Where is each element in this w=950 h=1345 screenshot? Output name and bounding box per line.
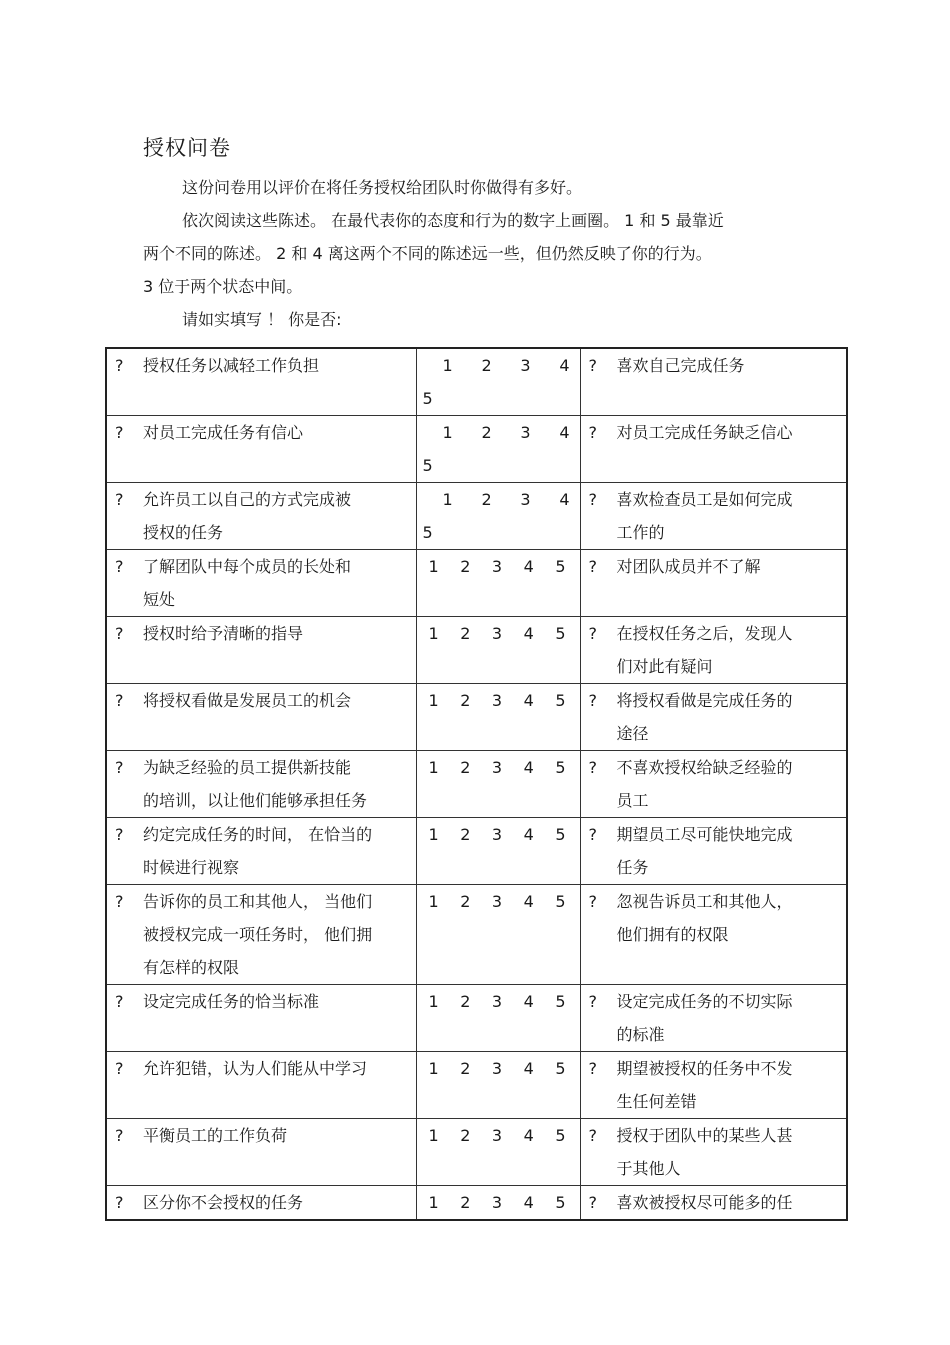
bullet-marker: ? [115, 1193, 124, 1212]
left-statement-cell [106, 885, 416, 985]
rating-option-2[interactable]: 2 [481, 423, 492, 442]
right-statement: 期望被授权的任务中不发 生任何差错 [616, 1059, 793, 1111]
rating-option-5[interactable]: 5 [555, 892, 566, 911]
rating-option-5[interactable]: 5 [555, 557, 566, 576]
rating-cell [416, 885, 580, 985]
rating-option-4[interactable]: 4 [523, 825, 534, 844]
instruction-line-3: 3 位于两个状态中间。 [143, 277, 303, 296]
questionnaire-table [105, 347, 848, 1221]
left-statement: 将授权看做是发展员工的机会 [143, 691, 352, 710]
table-row [106, 684, 847, 751]
rating-option-4[interactable]: 4 [559, 356, 570, 375]
table-row [106, 348, 847, 416]
left-statement-cell [106, 985, 416, 1052]
right-statement: 不喜欢授权给缺乏经验的 员工 [616, 758, 793, 810]
table-row [106, 617, 847, 684]
rating-option-3[interactable]: 3 [491, 1193, 503, 1212]
rating-option-3[interactable]: 3 [491, 1059, 503, 1078]
right-statement-cell [580, 550, 847, 617]
rating-option-1[interactable]: 1 [428, 1193, 439, 1212]
bullet-marker: ? [115, 1059, 124, 1078]
bullet-marker: ? [115, 356, 124, 375]
rating-cell [416, 348, 580, 416]
rating-option-2[interactable]: 2 [460, 691, 471, 710]
rating-option-3[interactable]: 3 [491, 992, 503, 1011]
rating-option-3[interactable]: 3 [491, 825, 503, 844]
left-statement: 告诉你的员工和其他人， 当他们 被授权完成一项任务时， 他们拥 有怎样的权限 [143, 892, 373, 977]
left-statement-cell [106, 1119, 416, 1186]
right-statement-cell [580, 885, 847, 985]
right-statement-cell [580, 684, 847, 751]
bullet-marker: ? [588, 624, 597, 643]
rating-option-2[interactable]: 2 [460, 1193, 471, 1212]
rating-option-2[interactable]: 2 [460, 892, 471, 911]
bullet-marker: ? [115, 825, 124, 844]
rating-cell [416, 617, 580, 684]
rating-option-2[interactable]: 2 [460, 557, 471, 576]
bullet-marker: ? [588, 691, 597, 710]
rating-option-5[interactable]: 5 [422, 456, 433, 475]
bullet-marker: ? [588, 758, 597, 777]
rating-option-3[interactable]: 3 [520, 356, 531, 375]
rating-option-2[interactable]: 2 [460, 1126, 471, 1145]
rating-option-1[interactable]: 1 [442, 356, 453, 375]
right-statement: 期望员工尽可能快地完成 任务 [616, 825, 793, 877]
right-statement: 对团队成员并不了解 [616, 557, 761, 576]
left-statement-cell [106, 416, 416, 483]
left-statement: 对员工完成任务有信心 [143, 423, 304, 442]
right-statement-cell [580, 751, 847, 818]
rating-option-2[interactable]: 2 [460, 1059, 471, 1078]
rating-option-2[interactable]: 2 [460, 758, 471, 777]
rating-cell [416, 1186, 580, 1221]
right-statement: 喜欢自己完成任务 [616, 356, 745, 375]
table-row [106, 818, 847, 885]
rating-option-1[interactable]: 1 [428, 1126, 439, 1145]
page-title: 授权问卷 [143, 136, 231, 160]
right-statement: 对员工完成任务缺乏信心 [616, 423, 793, 442]
rating-option-5[interactable]: 5 [555, 1126, 566, 1145]
table-row [106, 550, 847, 617]
left-statement: 设定完成任务的恰当标准 [143, 992, 320, 1011]
rating-option-2[interactable]: 2 [481, 490, 492, 509]
bullet-marker: ? [588, 1126, 597, 1145]
bullet-marker: ? [588, 825, 597, 844]
rating-cell [416, 1052, 580, 1119]
left-statement-cell [106, 1052, 416, 1119]
table-row [106, 416, 847, 483]
rating-option-5[interactable]: 5 [555, 1059, 566, 1078]
rating-option-3[interactable]: 3 [491, 624, 503, 643]
right-statement-cell [580, 416, 847, 483]
left-statement-cell [106, 550, 416, 617]
bullet-marker: ? [115, 624, 124, 643]
rating-option-5[interactable]: 5 [555, 1193, 566, 1212]
rating-cell [416, 818, 580, 885]
bullet-marker: ? [588, 992, 597, 1011]
bullet-marker: ? [115, 423, 124, 442]
right-statement-cell [580, 1119, 847, 1186]
right-statement: 将授权看做是完成任务的 途径 [616, 691, 793, 743]
left-statement: 约定完成任务的时间， 在恰当的 时候进行视察 [143, 825, 373, 877]
rating-option-2[interactable]: 2 [460, 992, 471, 1011]
rating-cell [416, 985, 580, 1052]
bullet-marker: ? [115, 1126, 124, 1145]
table-row [106, 1052, 847, 1119]
left-statement: 了解团队中每个成员的长处和 短处 [143, 557, 352, 609]
bullet-marker: ? [588, 557, 597, 576]
instruction-line-1: 依次阅读这些陈述。 在最代表你的态度和行为的数字上画圈。 1 和 5 最靠近 [182, 211, 724, 230]
table-row [106, 885, 847, 985]
rating-option-1[interactable]: 1 [428, 892, 439, 911]
right-statement-cell [580, 1186, 847, 1221]
left-statement-cell [106, 818, 416, 885]
rating-option-3[interactable]: 3 [491, 691, 503, 710]
right-statement: 喜欢被授权尽可能多的任 [616, 1193, 793, 1212]
rating-cell [416, 416, 580, 483]
right-statement-cell [580, 617, 847, 684]
table-row [106, 483, 847, 550]
bullet-marker: ? [588, 1193, 597, 1212]
rating-option-1[interactable]: 1 [428, 557, 439, 576]
right-statement-cell [580, 818, 847, 885]
rating-option-2[interactable]: 2 [481, 356, 492, 375]
table-row [106, 1186, 847, 1221]
rating-option-1[interactable]: 1 [428, 624, 439, 643]
bullet-marker: ? [588, 423, 597, 442]
rating-option-5[interactable]: 5 [555, 691, 566, 710]
left-statement: 允许员工以自己的方式完成被 授权的任务 [143, 490, 352, 542]
rating-option-3[interactable]: 3 [491, 1126, 503, 1145]
bullet-marker: ? [588, 490, 597, 509]
bullet-marker: ? [115, 758, 124, 777]
rating-option-5[interactable]: 5 [555, 992, 566, 1011]
rating-option-4[interactable]: 4 [523, 758, 534, 777]
rating-option-4[interactable]: 4 [523, 691, 534, 710]
left-statement: 授权任务以减轻工作负担 [143, 356, 320, 375]
left-statement-cell [106, 348, 416, 416]
rating-option-5[interactable]: 5 [422, 523, 433, 542]
left-statement-cell [106, 751, 416, 818]
left-statement: 为缺乏经验的员工提供新技能 的培训，以让他们能够承担任务 [143, 758, 368, 810]
right-statement: 忽视告诉员工和其他人， 他们拥有的权限 [616, 892, 793, 944]
left-statement-cell [106, 1186, 416, 1221]
rating-option-4[interactable]: 4 [523, 1126, 534, 1145]
left-statement: 平衡员工的工作负荷 [143, 1126, 288, 1145]
rating-option-1[interactable]: 1 [428, 1059, 439, 1078]
right-statement-cell [580, 483, 847, 550]
rating-option-1[interactable]: 1 [442, 490, 453, 509]
rating-cell [416, 751, 580, 818]
bullet-marker: ? [115, 892, 124, 911]
left-statement: 允许犯错，认为人们能从中学习 [143, 1059, 368, 1078]
intro-paragraph: 这份问卷用以评价在将任务授权给团队时你做得有多好。 [182, 178, 583, 197]
rating-option-4[interactable]: 4 [523, 1059, 534, 1078]
right-statement: 在授权任务之后，发现人 们对此有疑问 [616, 624, 793, 676]
rating-option-5[interactable]: 5 [555, 624, 566, 643]
rating-option-5[interactable]: 5 [422, 389, 433, 408]
rating-option-5[interactable]: 5 [555, 758, 566, 777]
rating-option-2[interactable]: 2 [460, 825, 471, 844]
left-statement: 授权时给予清晰的指导 [143, 624, 304, 643]
left-statement: 区分你不会授权的任务 [143, 1193, 304, 1212]
bullet-marker: ? [115, 557, 124, 576]
rating-cell [416, 550, 580, 617]
rating-option-3[interactable]: 3 [520, 490, 531, 509]
rating-option-4[interactable]: 4 [559, 423, 570, 442]
left-statement-cell [106, 617, 416, 684]
rating-cell [416, 1119, 580, 1186]
rating-option-2[interactable]: 2 [460, 624, 471, 643]
table-row [106, 985, 847, 1052]
rating-option-4[interactable]: 4 [523, 992, 534, 1011]
rating-option-4[interactable]: 4 [523, 1193, 534, 1212]
right-statement-cell [580, 985, 847, 1052]
prompt-line: 请如实填写 ！ 你是否: [182, 310, 342, 329]
bullet-marker: ? [588, 356, 597, 375]
rating-option-5[interactable]: 5 [555, 825, 566, 844]
bullet-marker: ? [115, 691, 124, 710]
rating-option-4[interactable]: 4 [523, 892, 534, 911]
rating-option-4[interactable]: 4 [559, 490, 570, 509]
instruction-line-2: 两个不同的陈述。 2 和 4 离这两个不同的陈述远一些，但仍然反映了你的行为。 [143, 244, 712, 263]
left-statement-cell [106, 483, 416, 550]
bullet-marker: ? [115, 992, 124, 1011]
rating-cell [416, 483, 580, 550]
table-row [106, 1119, 847, 1186]
rating-option-3[interactable]: 3 [491, 758, 503, 777]
rating-option-4[interactable]: 4 [523, 557, 534, 576]
right-statement: 授权于团队中的某些人甚 于其他人 [616, 1126, 793, 1178]
bullet-marker: ? [588, 892, 597, 911]
right-statement: 设定完成任务的不切实际 的标准 [616, 992, 793, 1044]
right-statement: 喜欢检查员工是如何完成 工作的 [616, 490, 793, 542]
right-statement-cell [580, 1052, 847, 1119]
rating-option-1[interactable]: 1 [428, 825, 439, 844]
left-statement-cell [106, 684, 416, 751]
rating-option-3[interactable]: 3 [520, 423, 531, 442]
table-row [106, 751, 847, 818]
rating-cell [416, 684, 580, 751]
bullet-marker: ? [115, 490, 124, 509]
rating-option-1[interactable]: 1 [442, 423, 453, 442]
rating-option-1[interactable]: 1 [428, 691, 439, 710]
rating-option-3[interactable]: 3 [491, 557, 503, 576]
rating-option-1[interactable]: 1 [428, 992, 439, 1011]
rating-option-1[interactable]: 1 [428, 758, 439, 777]
rating-option-4[interactable]: 4 [523, 624, 534, 643]
bullet-marker: ? [588, 1059, 597, 1078]
rating-option-3[interactable]: 3 [491, 892, 503, 911]
right-statement-cell [580, 348, 847, 416]
